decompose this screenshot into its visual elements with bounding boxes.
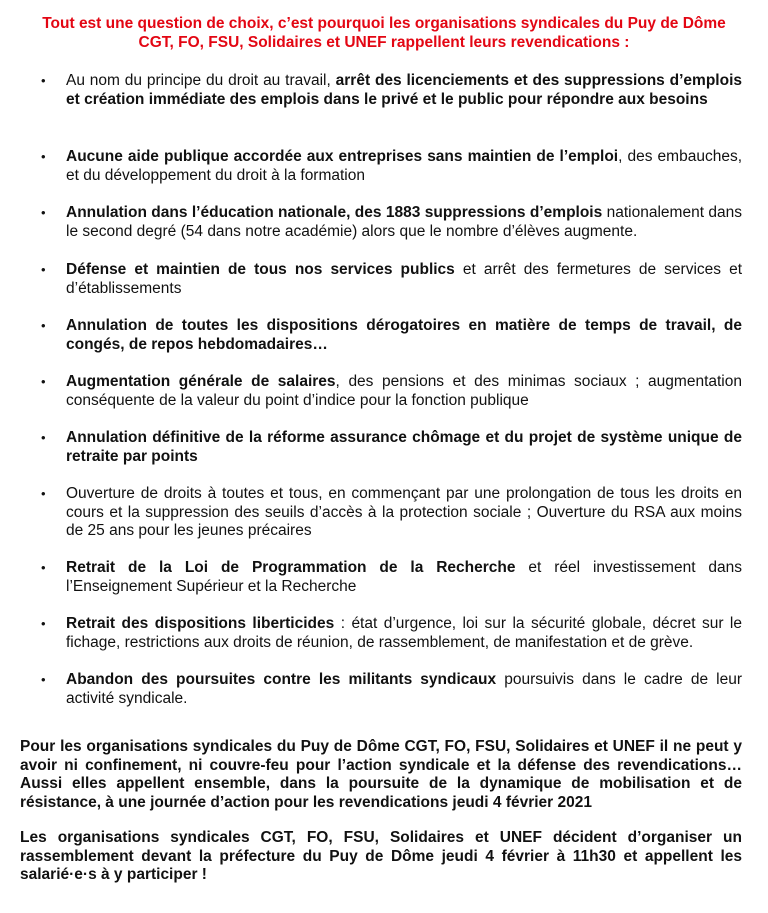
demand-text: et réel investissement dans l’Enseignement Supérieur et la Recherche (66, 559, 743, 595)
closing-paragraph-1: Pour les organisations syndicales du Puy de Dôme CGT, FO, FSU, Solidaires et UNEF il ne peut y avoir ni confinement, ni couvre-feu pour l’action syndicale et la défense des revendications… Aussi elles appellent ensemble, dans la poursuite de la dynamique de mobilisation et de résistance, à une journée d’action pour les revendications jeudi 4 février 2021 (20, 738, 742, 811)
bullet-icon: • (41, 672, 46, 687)
demand-item (0, 261, 768, 298)
bullet-icon: • (41, 205, 46, 220)
bullet-icon: • (41, 149, 46, 164)
demand-emphasis: arrêt des licenciements et des suppressions d’emplois et création immédiate des emplois dans le privé et le public pour répondre aux besoins (66, 72, 742, 108)
demand-item (0, 148, 768, 185)
bullet-icon: • (41, 560, 46, 575)
header-line-1: Tout est une question de choix, c’est pourquoi les organisations syndicales du Puy de Dôme (42, 15, 726, 32)
demand-emphasis: Annulation de toutes les dispositions dérogatoires en matière de temps de travail, de congés, de repos hebdomadaires… (66, 317, 742, 353)
demand-text: et arrêt des fermetures de services et d’établissements (66, 261, 742, 297)
demand-item (0, 615, 768, 652)
demand-item (0, 317, 768, 354)
demand-text: nationalement dans le second degré (54 dans notre académie) alors que le nombre d’élèves augmente. (66, 204, 742, 240)
demand-item (0, 204, 768, 241)
demand-item (0, 72, 768, 109)
demand-emphasis: Annulation dans l’éducation nationale, des 1883 suppressions d’emplois (66, 204, 603, 221)
bullet-icon: • (41, 486, 46, 501)
demand-emphasis: Retrait de la Loi de Programmation de la Recherche (66, 559, 516, 576)
demand-text: : état d’urgence, loi sur la sécurité globale, décret sur le fichage, restrictions aux droits de réunion, de rassemblement, de manifestation et de grève. (66, 615, 742, 651)
header-line-2: CGT, FO, FSU, Solidaires et UNEF rappellent leurs revendications : (138, 34, 630, 51)
bullet-icon: • (41, 430, 46, 445)
bullet-icon: • (41, 262, 46, 277)
demand-item (0, 485, 768, 541)
demand-emphasis: Retrait des dispositions liberticides (66, 615, 335, 632)
demand-item (0, 373, 768, 410)
demand-emphasis: Aucune aide publique accordée aux entreprises sans maintien de l’emploi (66, 148, 619, 165)
demand-item (0, 559, 768, 596)
bullet-icon: • (41, 318, 46, 333)
header-title (20, 14, 748, 52)
closing-paragraph-2: Les organisations syndicales CGT, FO, FSU, Solidaires et UNEF décident d’organiser un rassemblement devant la préfecture du Puy de Dôme jeudi 4 février à 11h30 et appellent les salarié·e·s à y participer ! (20, 829, 742, 883)
demand-text: Au nom du principe du droit au travail, (66, 72, 336, 89)
demand-text: Ouverture de droits à toutes et tous, en commençant par une prolongation de tous les droits en cours et la suppression des seuils d’accès à la protection sociale ; Ouverture du RSA aux moins de 25 ans pour les jeunes précaires (66, 485, 742, 539)
demand-text: poursuivis dans le cadre de leur activité syndicale. (66, 671, 742, 707)
demand-item (0, 429, 768, 466)
demand-emphasis: Annulation définitive de la réforme assurance chômage et du projet de système unique de retraite par points (66, 429, 742, 465)
demand-text: , des embauches, et du développement du droit à la formation (66, 148, 743, 184)
bullet-icon: • (41, 73, 46, 88)
demand-emphasis: Abandon des poursuites contre les militants syndicaux (66, 671, 497, 688)
demand-emphasis: Augmentation générale de salaires (66, 373, 336, 390)
demand-text: , des pensions et des minimas sociaux ; augmentation conséquente de la valeur du point d’indice pour la fonction publique (66, 373, 742, 409)
demand-emphasis: Défense et maintien de tous nos services publics (66, 261, 455, 278)
demand-item (0, 671, 768, 708)
bullet-icon: • (41, 374, 46, 389)
bullet-icon: • (41, 616, 46, 631)
